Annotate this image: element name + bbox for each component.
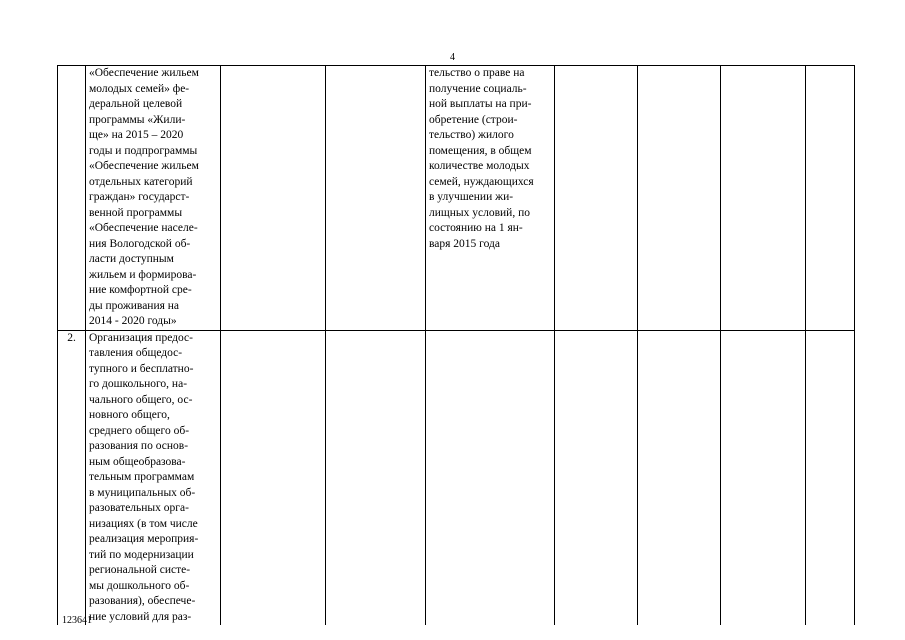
text-line: лищных условий, по (429, 206, 530, 219)
text-line: среднего общего об- (89, 424, 190, 437)
text-line: венной программы (89, 206, 183, 219)
text-line: «Обеспечение жильем (89, 67, 199, 79)
text-line: тельным программам (89, 471, 195, 483)
empty-cell (221, 330, 326, 625)
text-line: региональной систе- (89, 564, 191, 576)
text-line: количестве молодых (429, 160, 530, 172)
text-line: жильем и формирова- (89, 268, 197, 281)
text-line: молодых семей» фе- (89, 82, 190, 95)
program-table (57, 65, 855, 625)
empty-cell (326, 66, 426, 331)
text-line: разования), обеспече- (89, 595, 196, 607)
empty-cell (221, 66, 326, 331)
text-line: ние условий для раз- (89, 610, 192, 623)
empty-cell (326, 330, 426, 625)
indicator-cell (426, 66, 555, 331)
text-line: 2014 - 2020 годы» (89, 315, 177, 327)
text-line: «Обеспечение населе- (89, 222, 198, 234)
text-line: ния Вологодской об- (89, 237, 191, 250)
text-line: граждан» государст- (89, 191, 190, 203)
text-line: низациях (в том числе (89, 517, 198, 530)
empty-cell (806, 66, 855, 331)
text-line: ласти доступным (89, 253, 174, 265)
text-line: Организация предос- (89, 331, 193, 344)
text-line: разования по основ- (89, 440, 189, 452)
text-line: чального общего, ос- (89, 393, 193, 406)
empty-cell (721, 66, 806, 331)
text-line: го дошкольного, на- (89, 378, 188, 390)
document-code: 123641 (62, 615, 92, 626)
empty-cell (638, 66, 721, 331)
text-line: обретение (строи- (429, 113, 518, 126)
text-line: разовательных орга- (89, 502, 189, 514)
text-line: отдельных категорий (89, 175, 193, 188)
page-number: 4 (450, 52, 455, 63)
empty-cell (806, 330, 855, 625)
text-line: тий по модернизации (89, 548, 194, 561)
text-line: тельство) жилого (429, 129, 514, 141)
text-line: семей, нуждающихся (429, 175, 534, 188)
empty-cell (721, 330, 806, 625)
empty-cell (555, 66, 638, 331)
text-line: ной выплаты на при- (429, 98, 532, 110)
text-line: новного общего, (89, 409, 170, 421)
text-line: программы «Жили- (89, 113, 186, 126)
text-line: состоянию на 1 ян- (429, 222, 523, 234)
text-line: ще» на 2015 – 2020 (89, 129, 184, 141)
empty-cell (638, 330, 721, 625)
text-line: помещения, в общем (429, 144, 532, 157)
text-line: ние комфортной сре- (89, 284, 192, 296)
text-line: деральной целевой (89, 98, 183, 110)
table-row (58, 66, 855, 331)
text-line: получение социаль- (429, 82, 527, 95)
text-line: годы и подпрограммы (89, 144, 198, 157)
row-number-cell (58, 66, 86, 331)
text-line: реализация мероприя- (89, 533, 199, 545)
text-line: в муниципальных об- (89, 486, 196, 499)
text-line: ным общеобразова- (89, 455, 186, 468)
text-line: ды проживания на (89, 299, 180, 312)
empty-cell (555, 330, 638, 625)
text-line: в улучшении жи- (429, 191, 514, 203)
program-name-cell (86, 66, 221, 331)
program-name-cell (86, 330, 221, 625)
text-line: мы дошкольного об- (89, 579, 190, 592)
text-line: тупного и бесплатно- (89, 362, 194, 375)
row-number-cell: 2. (58, 330, 86, 625)
text-line: варя 2015 года (429, 237, 500, 250)
empty-cell (426, 330, 555, 625)
table-row (58, 330, 855, 625)
text-line: «Обеспечение жильем (89, 160, 199, 172)
text-line: тельство о праве на (429, 67, 525, 79)
text-line: тавления общедос- (89, 347, 183, 359)
